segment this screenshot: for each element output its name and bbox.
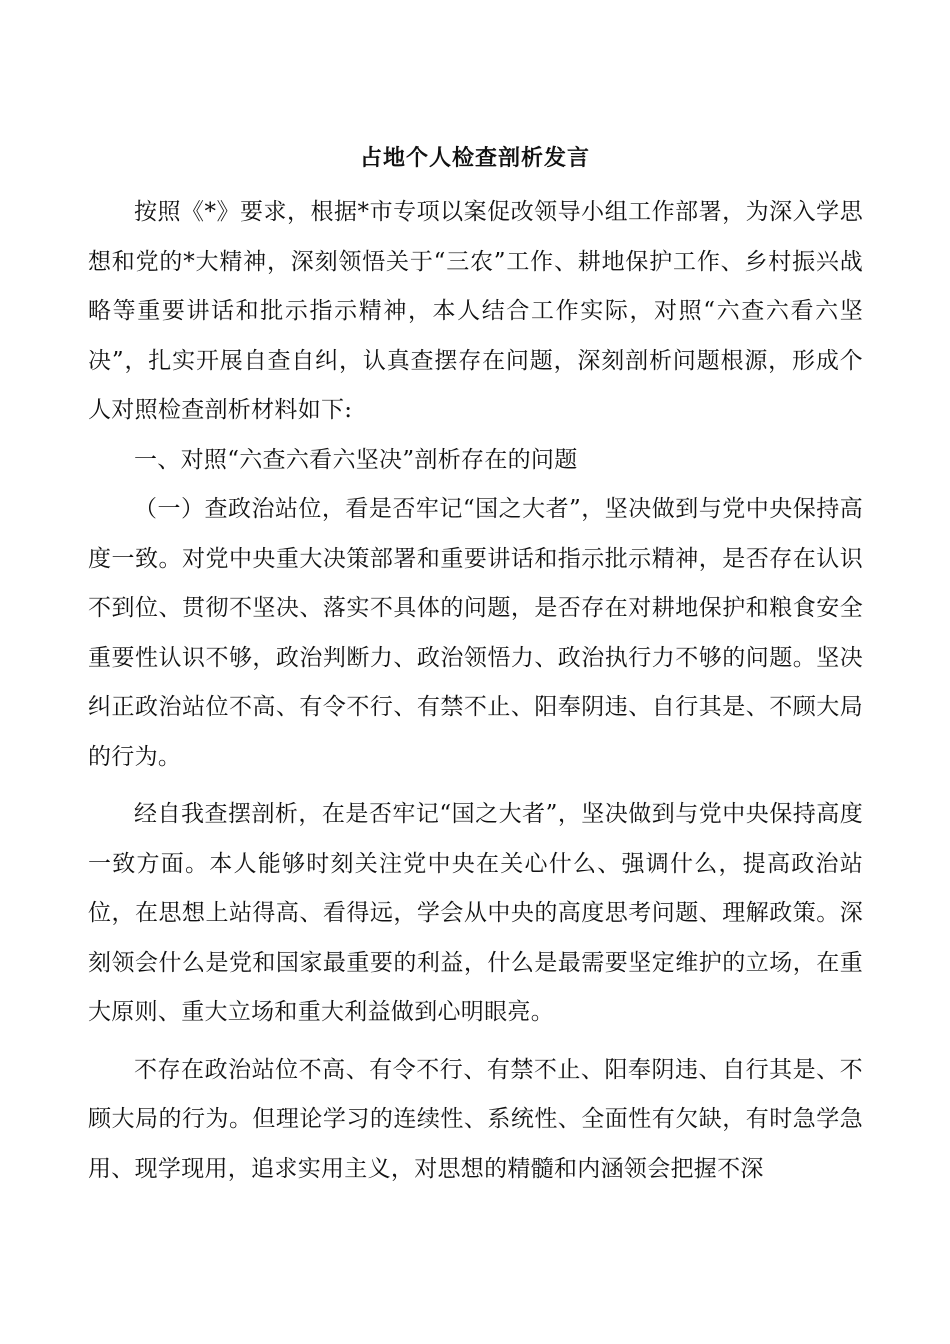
document-body — [88, 188, 863, 1194]
section-heading-1: 一、对照“六查六看六坚决”剖析存在的问题 — [134, 446, 578, 473]
paragraph-shortcomings: 不存在政治站位不高、有令不行、有禁不止、阳奉阴违、自行其是、不顾大局的行为。但理论学习的连续性、系统性、全面性有欠缺，有时急学急用、现学现用，追求实用主义，对思想的精髓和内涵领会把握不深 — [88, 1056, 863, 1182]
paragraph-self-review: 经自我查摆剖析，在是否牢记“国之大者”，坚决做到与党中央保持高度一致方面。本人能够时刻关注党中央在关心什么、强调什么，提高政治站位，在思想上站得高、看得远，学会从中央的高度思考问题、理解政策。深刻领会什么是党和国家最重要的利益，什么是最需要坚定维护的立场，在重大原则、重大立场和重大利益做到心明眼亮。 — [88, 801, 863, 1025]
paragraph-item-1: （一）查政治站位，看是否牢记“国之大者”，坚决做到与党中央保持高度一致。对党中央重大决策部署和重要讲话和指示批示精神，是否存在认识不到位、贯彻不坚决、落实不具体的问题，是否存在对耕地保护和粮食安全重要性认识不够，政治判断力、政治领悟力、政治执行力不够的问题。坚决纠正政治站位不高、有令不行、有禁不止、阳奉阴违、自行其是、不顾大局的行为。 — [88, 496, 863, 770]
document-title: 占地个人检查剖析发言 — [359, 145, 590, 171]
paragraph-intro: 按照《*》要求，根据*市专项以案促改领导小组工作部署，为深入学思想和党的*大精神，深刻领悟关于“三农”工作、耕地保护工作、乡村振兴战略等重要讲话和批示指示精神，本人结合工作实际，对照“六查六看六坚决”，扎实开展自查自纠，认真查摆存在问题，深刻剖析问题根源，形成个人对照检查剖析材料如下: — [88, 199, 863, 423]
